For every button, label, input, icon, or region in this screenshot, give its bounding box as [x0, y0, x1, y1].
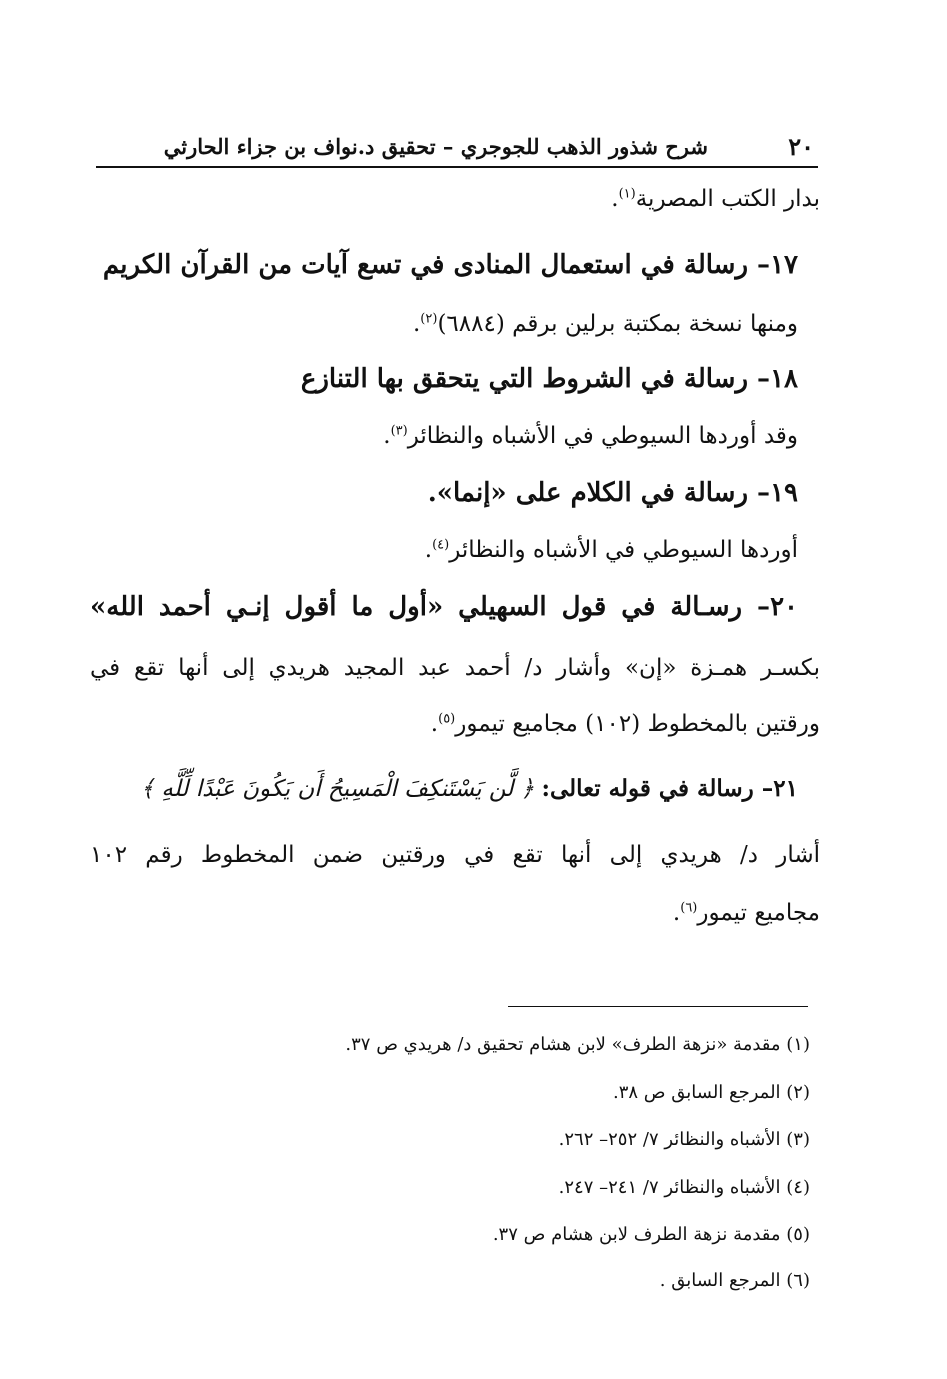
body-line-3: ومنها نسخة بمكتبة برلين برقم (٦٨٨٤)$^{(٢)}$. — [412, 311, 798, 337]
line-text: ومنها نسخة بمكتبة برلين برقم (٦٨٨٤) — [437, 311, 798, 337]
footnote-1: (١) مقدمة «نزهة الطرف» لابن هشام تحقيق د/ هريدي ص ٣٧. — [345, 1034, 810, 1055]
footnote-marker: (٥) — [438, 711, 456, 727]
footnote-marker: (٤) — [432, 537, 450, 553]
running-title: شرح شذور الذهب للجوجري – تحقيق د.نواف بن جزاء الحارثي — [163, 134, 708, 159]
item-17-heading — [90, 248, 798, 282]
line-text: بكسـر همـزة «إن» وأشار د/ أحمد عبد المجيد هريدي إلى أنها تقع في — [90, 655, 820, 681]
line-text: ورقتين بالمخطوط (١٠٢) مجاميع تيمور — [455, 711, 820, 737]
body-line-1: بدار الكتب المصرية$^{(١)}$. — [611, 186, 820, 212]
item-18-heading — [90, 362, 798, 396]
footnote-marker: (٢) — [420, 311, 438, 327]
line-text: بدار الكتب المصرية — [635, 186, 820, 212]
footnote-marker: (٣) — [390, 423, 408, 439]
line-text: مجاميع تيمور — [697, 900, 820, 926]
body-line-7: أوردها السيوطي في الأشباه والنظائر$^{(٤)}$. — [424, 537, 798, 563]
heading-text: ٢٠– رسـالة في قول السهيلي «أول ما أقول إنـي أحمد الله» — [90, 592, 798, 622]
body-line-10: ورقتين بالمخطوط (١٠٢) مجاميع تيمور$^{(٥)}$. — [430, 711, 820, 737]
body-line-9 — [90, 651, 820, 685]
body-line-12 — [90, 838, 820, 872]
footnote-4: (٤) الأشباه والنظائر ٧/ ٢٤١– ٢٤٧. — [558, 1177, 810, 1198]
line-text: أوردها السيوطي في الأشباه والنظائر — [449, 537, 798, 563]
footnote-6: (٦) المرجع السابق . — [659, 1270, 810, 1291]
item-21-prefix: ٢١– رسالة في قوله تعالى: — [541, 775, 798, 802]
page-number: ٢٠ — [788, 132, 814, 161]
line-text: وقد أوردها السيوطي في الأشباه والنظائر — [407, 423, 798, 449]
footnote-marker: (١) — [618, 186, 636, 202]
footnote-separator — [508, 1006, 808, 1007]
footnote-3: (٣) الأشباه والنظائر ٧/ ٢٥٢– ٢٦٢. — [558, 1129, 810, 1150]
item-19-heading — [90, 476, 798, 510]
body-line-13: مجاميع تيمور$^{(٦)}$. — [672, 900, 820, 926]
heading-text: ١٨– رسالة في الشروط التي يتحقق بها التنازع — [300, 364, 798, 394]
footnote-2: (٢) المرجع السابق ص ٣٨. — [612, 1082, 810, 1103]
page-header — [96, 128, 818, 168]
item-21-line — [90, 772, 798, 806]
quran-verse: ﴿ لَّن يَسْتَنكِفَ الْمَسِيحُ أَن يَكُونَ عَبْدًا لِّلَّهِ ﴾ — [140, 776, 535, 802]
footnote-5: (٥) مقدمة نزهة الطرف لابن هشام ص ٣٧. — [492, 1224, 810, 1245]
footnote-marker: (٦) — [680, 900, 698, 916]
item-20-heading — [90, 590, 798, 624]
heading-text: ١٧– رسالة في استعمال المنادى في تسع آيات من القرآن الكريم — [102, 250, 798, 280]
body-line-5: وقد أوردها السيوطي في الأشباه والنظائر$^{(٣)}$. — [383, 423, 798, 449]
line-text: أشار د/ هريدي إلى أنها تقع في ورقتين ضمن المخطوط رقم ١٠٢ — [90, 842, 820, 868]
heading-text: ١٩– رسالة في الكلام على «إنما». — [427, 478, 798, 508]
